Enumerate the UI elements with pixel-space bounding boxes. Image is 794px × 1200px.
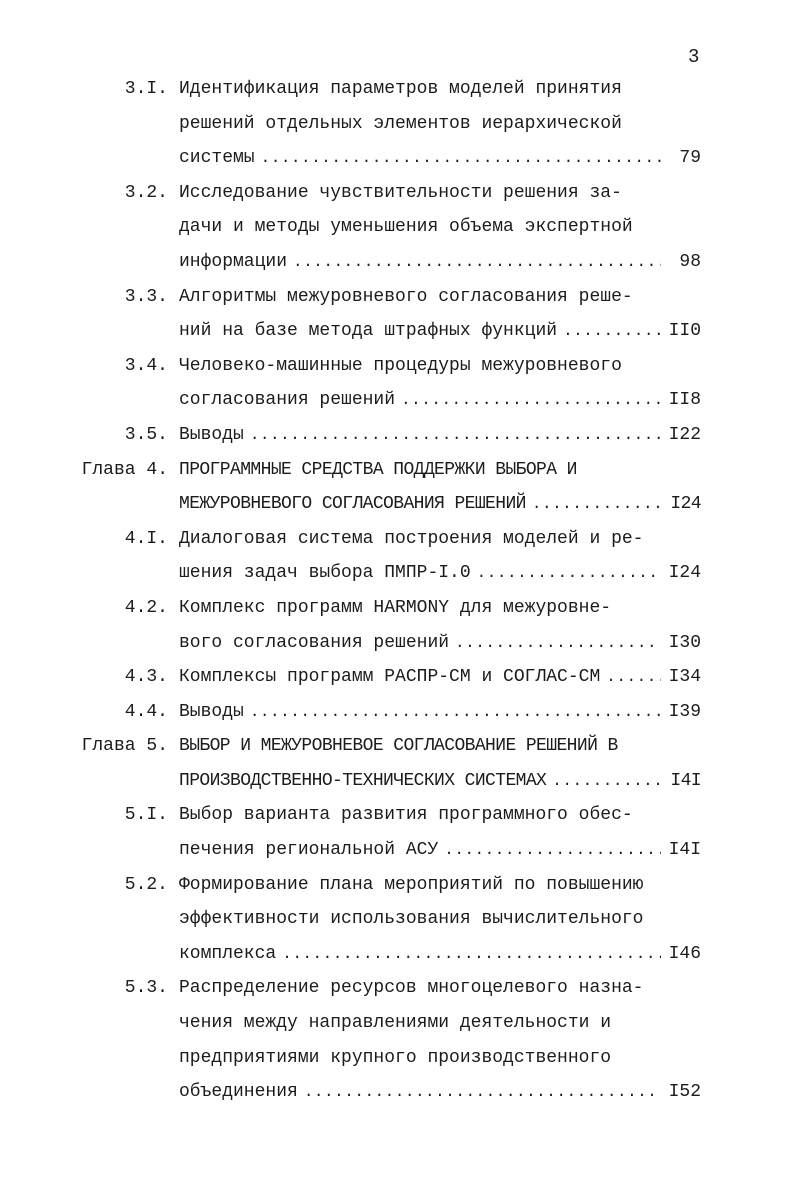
- toc-entry-line: информации: [179, 251, 288, 272]
- toc-page-number: II8: [668, 390, 701, 411]
- page-number: 3: [688, 46, 700, 68]
- toc-entry-title: [179, 660, 701, 695]
- toc-entry-last-line: [179, 383, 701, 418]
- toc-chapter-entry: [0, 453, 794, 522]
- toc-entry-number: 3.I.: [124, 79, 168, 99]
- toc-entry-last-line: [179, 418, 701, 453]
- toc-entry-title: [179, 591, 701, 660]
- dot-leader: [477, 556, 661, 591]
- toc-entry-title: [179, 418, 701, 453]
- toc-page-number: I30: [668, 632, 701, 653]
- toc-entry-line: чения между направлениями деятельности и: [179, 1013, 612, 1034]
- toc-entry-title: [179, 695, 701, 730]
- toc-page-number: I24: [670, 494, 701, 515]
- dot-leader: [293, 245, 661, 280]
- toc-entry-line: шения задач выбора ПМПР-I.0: [179, 563, 471, 584]
- toc-entry-last-line: [179, 314, 701, 349]
- toc-entry-title: [179, 971, 701, 1109]
- toc-entry-line: Формирование плана мероприятий по повышению: [179, 874, 644, 895]
- toc-entry-last-line: [179, 660, 701, 695]
- toc-section-entry: [0, 591, 794, 660]
- toc-entry-number: Глава 4.: [81, 459, 168, 480]
- toc-entry-last-line: [179, 556, 701, 591]
- toc-page-number: I22: [668, 424, 701, 445]
- dot-leader: [282, 937, 661, 972]
- toc-entry-line: эффективности использования вычислительного: [179, 909, 644, 930]
- toc-entry-line: ВЫБОР И МЕЖУРОВНЕВОЕ СОГЛАСОВАНИЕ РЕШЕНИЙ В: [179, 736, 618, 757]
- dot-leader: [563, 314, 661, 349]
- toc-entry-last-line: [179, 695, 701, 730]
- toc-entry-last-line: [179, 626, 701, 661]
- toc-entry-line: Алгоритмы межуровневого согласования реше-: [179, 286, 633, 307]
- dot-leader: [444, 833, 661, 868]
- dot-leader: [250, 695, 661, 730]
- toc-entry-line: Диалоговая система построения моделей и ре-: [179, 528, 644, 549]
- dot-leader: [532, 487, 661, 522]
- toc-entry-number: 3.4.: [124, 355, 168, 376]
- toc-page-number: I4I: [670, 770, 701, 791]
- toc-entry-number: 4.2.: [124, 597, 168, 618]
- toc-entry-title: [179, 176, 701, 280]
- toc-entry-last-line: [179, 1075, 701, 1110]
- toc-entry-line: ПРОИЗВОДСТВЕННО-ТЕХНИЧЕСКИХ СИСТЕМАХ: [179, 770, 547, 791]
- toc-section-entry: [0, 522, 794, 591]
- toc-page-number: 98: [679, 251, 701, 272]
- toc-entry-line: Выводы: [179, 424, 244, 445]
- toc-entry-line: Исследование чувствительности решения за-: [179, 182, 622, 203]
- toc-entry-last-line: [179, 937, 701, 972]
- toc-entry-title: [179, 868, 701, 972]
- dot-leader: [552, 764, 661, 799]
- toc-entry-line: системы: [179, 148, 255, 169]
- toc-entry-last-line: [179, 764, 701, 799]
- toc-section-entry: [0, 72, 794, 176]
- toc-entry-line: Идентификация параметров моделей принятия: [179, 79, 622, 99]
- toc-section-entry: [0, 280, 794, 349]
- toc-section-entry: [0, 176, 794, 280]
- toc-entry-number: 3.5.: [124, 424, 168, 445]
- toc-entry-line: Распределение ресурсов многоцелевого назна-: [179, 978, 644, 999]
- toc-entry-line: вого согласования решений: [179, 632, 450, 653]
- toc-entry-line: дачи и методы уменьшения объема экспертной: [179, 217, 633, 238]
- toc-entry-title: [179, 729, 701, 798]
- toc-entry-line: ний на базе метода штрафных функций: [179, 321, 558, 342]
- toc-entry-number: 3.3.: [124, 286, 168, 307]
- toc-entry-title: [179, 798, 701, 867]
- toc-page-number: I52: [668, 1082, 701, 1103]
- dot-leader: [250, 418, 661, 453]
- toc-page-number: 79: [679, 148, 701, 169]
- toc-entry-number: 5.2.: [124, 874, 168, 895]
- toc-entry-line: Комплексы программ РАСПР-СМ и СОГЛАС-СМ: [179, 667, 601, 688]
- toc-section-entry: [0, 868, 794, 972]
- toc-entry-number: 3.2.: [124, 182, 168, 203]
- toc-section-entry: [0, 660, 794, 695]
- dot-leader: [261, 141, 661, 176]
- toc-section-entry: [0, 798, 794, 867]
- toc-entry-last-line: [179, 487, 701, 522]
- dot-leader: [304, 1075, 661, 1110]
- toc-page-number: I24: [668, 563, 701, 584]
- toc-section-entry: [0, 695, 794, 730]
- toc-section-entry: [0, 349, 794, 418]
- toc-entry-line: предприятиями крупного производственного: [179, 1047, 612, 1068]
- toc-page-number: II0: [668, 321, 701, 342]
- dot-leader: [401, 383, 661, 418]
- toc-entry-number: 4.4.: [124, 701, 168, 722]
- toc-section-entry: [0, 418, 794, 453]
- toc-entry-number: 5.I.: [124, 805, 168, 826]
- toc-entry-title: [179, 280, 701, 349]
- toc-entry-line: Выбор варианта развития программного обес-: [179, 805, 633, 826]
- toc-entry-line: согласования решений: [179, 390, 396, 411]
- table-of-contents: [0, 72, 794, 1110]
- toc-entry-line: объединения: [179, 1082, 298, 1103]
- toc-page-number: I39: [668, 701, 701, 722]
- dot-leader: [606, 660, 661, 695]
- toc-page-number: I46: [668, 943, 701, 964]
- toc-entry-number: 4.I.: [124, 528, 168, 549]
- toc-entry-number: 4.3.: [124, 667, 168, 688]
- toc-entry-line: печения региональной АСУ: [179, 840, 439, 861]
- toc-entry-number: Глава 5.: [81, 736, 168, 757]
- toc-entry-title: [179, 453, 701, 522]
- dot-leader: [455, 626, 661, 661]
- toc-entry-line: Комплекс программ HARMONY для межуровне-: [179, 597, 612, 618]
- toc-entry-last-line: [179, 141, 701, 176]
- toc-entry-title: [179, 522, 701, 591]
- toc-entry-line: Выводы: [179, 701, 244, 722]
- toc-entry-title: [179, 72, 701, 176]
- toc-entry-last-line: [179, 245, 701, 280]
- toc-chapter-entry: [0, 729, 794, 798]
- toc-page-number: I4I: [668, 840, 701, 861]
- toc-entry-line: Человеко-машинные процедуры межуровневого: [179, 355, 622, 376]
- toc-entry-line: комплекса: [179, 943, 277, 964]
- toc-page-number: I34: [668, 667, 701, 688]
- toc-entry-title: [179, 349, 701, 418]
- toc-entry-line: МЕЖУРОВНЕВОГО СОГЛАСОВАНИЯ РЕШЕНИЙ: [179, 494, 526, 515]
- toc-entry-line: решений отдельных элементов иерархической: [179, 113, 622, 134]
- toc-entry-last-line: [179, 833, 701, 868]
- toc-entry-number: 5.3.: [124, 978, 168, 999]
- toc-section-entry: [0, 971, 794, 1109]
- toc-entry-line: ПРОГРАММНЫЕ СРЕДСТВА ПОДДЕРЖКИ ВЫБОРА И: [179, 459, 577, 480]
